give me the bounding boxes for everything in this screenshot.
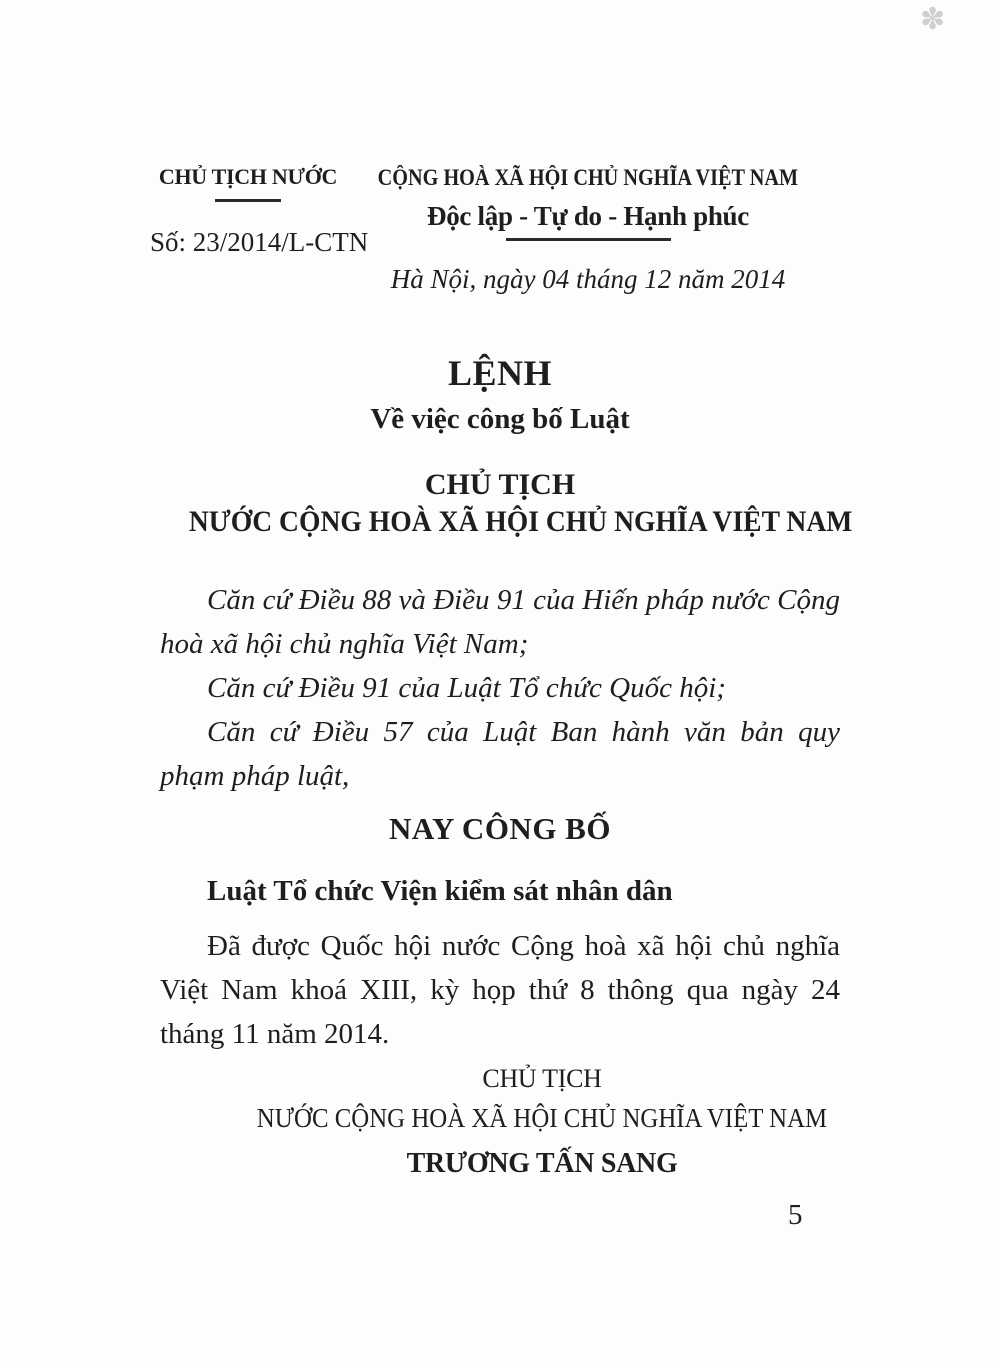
national-country-name-text: CỘNG HOÀ XÃ HỘI CHỦ NGHĨA VIỆT NAM bbox=[377, 165, 799, 190]
place-date-line: Hà Nội, ngày 04 tháng 12 năm 2014 bbox=[390, 264, 786, 294]
document-header bbox=[0, 0, 1000, 296]
issuer-block bbox=[150, 164, 369, 258]
signature-block bbox=[202, 1064, 882, 1180]
flower-ornament-icon: ✽ bbox=[920, 2, 946, 37]
issuer-divider bbox=[215, 199, 281, 202]
signature-country-text: NƯỚC CỘNG HOÀ XÃ HỘI CHỦ NGHĨA VIỆT NAM bbox=[256, 1103, 828, 1133]
law-name: Luật Tổ chức Viện kiểm sát nhân dân bbox=[207, 875, 673, 907]
national-country-name bbox=[346, 164, 830, 192]
preamble-paragraph-1: Căn cứ Điều 88 và Điều 91 của Hiến pháp nước Cộng hoà xã hội chủ nghĩa Việt Nam; bbox=[160, 584, 840, 660]
authority-role-title: CHỦ TỊCH bbox=[424, 468, 576, 501]
preamble-section bbox=[160, 578, 840, 798]
order-title: LỆNH bbox=[447, 353, 553, 393]
national-motto: Độc lập - Tự do - Hạnh phúc bbox=[427, 201, 749, 231]
issuer-name: CHỦ TỊCH NƯỚC bbox=[158, 164, 338, 189]
document-body bbox=[0, 352, 1000, 1180]
authority-country-title bbox=[160, 504, 853, 540]
passage-paragraph: Đã được Quốc hội nước Cộng hoà xã hội chủ nghĩa Việt Nam khoá XIII, kỳ họp thứ 8 thông qua ngày 24 tháng 11 năm 2014. bbox=[160, 930, 840, 1050]
document-number: Số: 23/2014/L-CTN bbox=[150, 227, 369, 257]
authority-country-text: NƯỚC CỘNG HOÀ XÃ HỘI CHỦ NGHĨA VIỆT NAM bbox=[188, 505, 853, 538]
national-block bbox=[346, 164, 840, 296]
preamble-paragraph-2: Căn cứ Điều 91 của Luật Tổ chức Quốc hội; bbox=[207, 672, 726, 704]
signature-role: CHỦ TỊCH bbox=[482, 1064, 602, 1093]
announcement-heading: NAY CÔNG BỐ bbox=[389, 811, 611, 846]
order-subtitle: Về việc công bố Luật bbox=[370, 403, 630, 435]
signature-country bbox=[202, 1102, 882, 1134]
signer-name: TRƯƠNG TẤN SANG bbox=[406, 1148, 678, 1179]
preamble-paragraph-3: Căn cứ Điều 57 của Luật Ban hành văn bản quy phạm pháp luật, bbox=[160, 716, 840, 792]
page-number: 5 bbox=[788, 1199, 803, 1231]
motto-divider bbox=[506, 238, 671, 241]
